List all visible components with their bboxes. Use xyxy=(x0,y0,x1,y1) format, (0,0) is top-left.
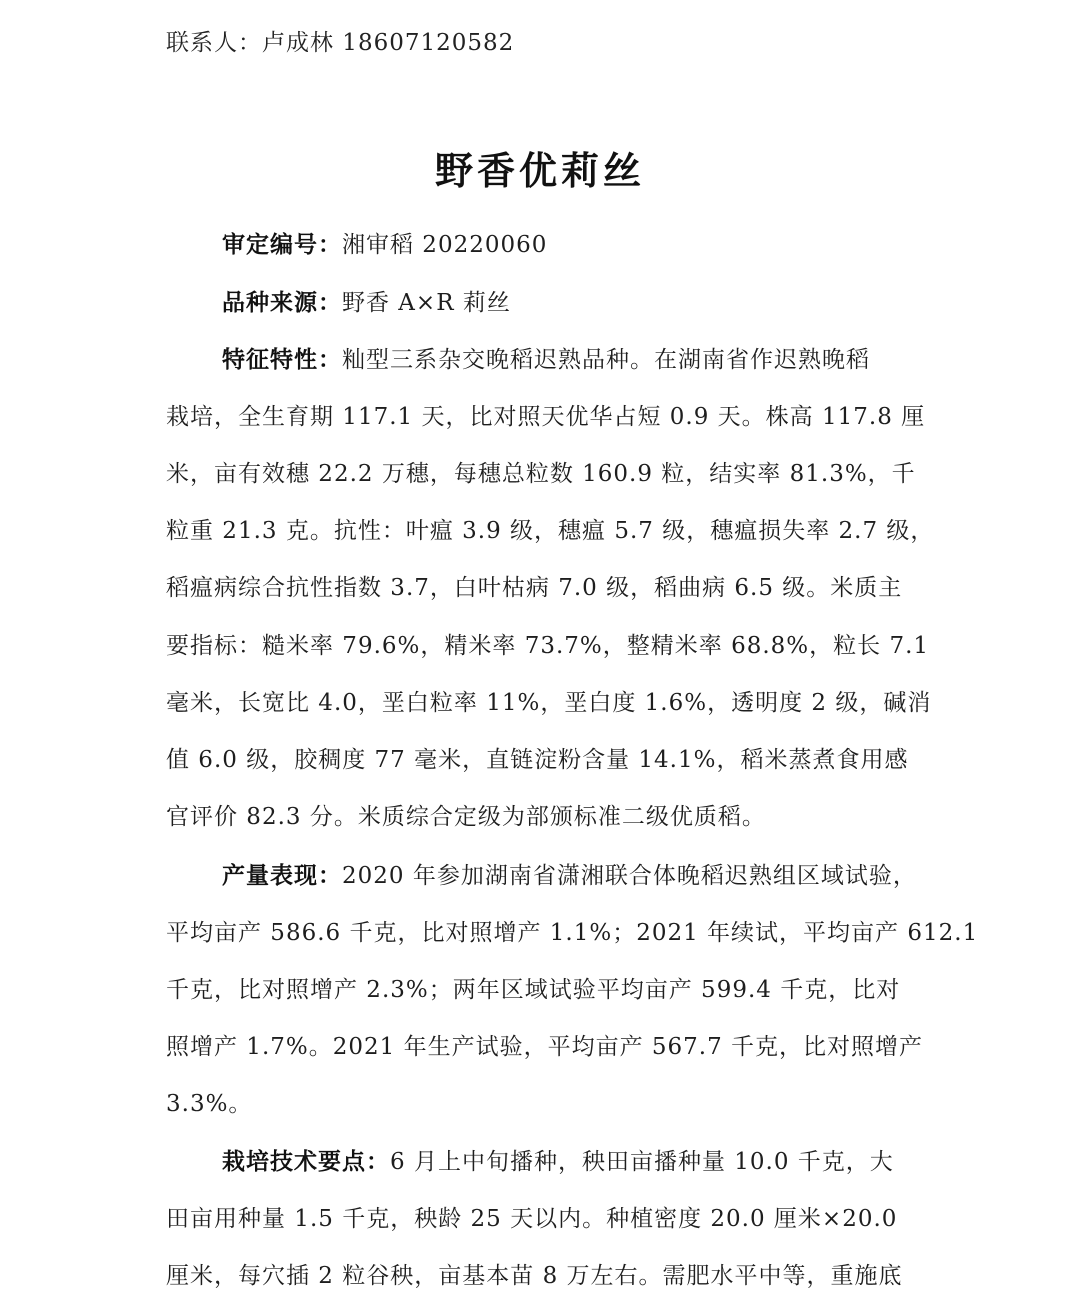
variety-title: 野香优莉丝 xyxy=(434,148,645,193)
source-value: 野香 A×R 莉丝 xyxy=(342,290,511,316)
traits-text: 籼型三系杂交晚稻迟熟品种。在湖南省作迟熟晚稻 xyxy=(342,347,870,373)
source-line xyxy=(222,284,511,317)
traits-line-9: 官评价 82.3 分。米质综合定级为部颁标准二级优质稻。 xyxy=(166,804,766,830)
traits-line-1 xyxy=(222,341,870,374)
yield-line-5: 3.3%。 xyxy=(166,1091,253,1117)
traits-line-6: 要指标：糙米率 79.6%，精米率 73.7%，整精米率 68.8%，粒长 7.1 xyxy=(166,633,930,659)
cultivation-line-3: 厘米，每穴插 2 粒谷秧，亩基本苗 8 万左右。需肥水平中等，重施底 xyxy=(166,1263,903,1289)
traits-label: 特征特性： xyxy=(222,346,342,373)
yield-line-3: 千克，比对照增产 2.3%；两年区域试验平均亩产 599.4 千克，比对 xyxy=(166,977,901,1003)
source-label: 品种来源： xyxy=(222,289,342,316)
cultivation-label: 栽培技术要点： xyxy=(222,1148,390,1175)
yield-line-2: 平均亩产 586.6 千克，比对照增产 1.1%；2021 年续试，平均亩产 612.1 xyxy=(166,920,979,946)
yield-label: 产量表现： xyxy=(222,862,342,889)
approval-line xyxy=(222,226,547,259)
traits-line-3: 米，亩有效穗 22.2 万穗，每穗总粒数 160.9 粒，结实率 81.3%，千 xyxy=(166,461,916,487)
traits-line-8: 值 6.0 级，胶稠度 77 毫米，直链淀粉含量 14.1%，稻米蒸煮食用感 xyxy=(166,747,909,773)
traits-line-7: 毫米，长宽比 4.0，垩白粒率 11%，垩白度 1.6%，透明度 2 级，碱消 xyxy=(166,690,932,716)
traits-line-4: 粒重 21.3 克。抗性：叶瘟 3.9 级，穗瘟 5.7 级，穗瘟损失率 2.7 级， xyxy=(166,518,935,544)
yield-line-1 xyxy=(222,857,917,890)
cultivation-text: 6 月上中旬播种，秧田亩播种量 10.0 千克，大 xyxy=(390,1149,894,1175)
traits-line-2: 栽培，全生育期 117.1 天，比对照天优华占短 0.9 天。株高 117.8 厘 xyxy=(166,404,926,430)
contact-line: 联系人：卢成林 18607120582 xyxy=(166,30,515,56)
approval-value: 湘审稻 20220060 xyxy=(342,232,548,258)
traits-line-5: 稻瘟病综合抗性指数 3.7，白叶枯病 7.0 级，稻曲病 6.5 级。米质主 xyxy=(166,575,903,601)
approval-label: 审定编号： xyxy=(222,231,342,258)
yield-line-4: 照增产 1.7%。2021 年生产试验，平均亩产 567.7 千克，比对照增产 xyxy=(166,1034,924,1060)
cultivation-line-1 xyxy=(222,1143,894,1176)
cultivation-line-2: 田亩用种量 1.5 千克，秧龄 25 天以内。种植密度 20.0 厘米×20.0 xyxy=(166,1206,898,1232)
yield-text: 2020 年参加湖南省潇湘联合体晚稻迟熟组区域试验， xyxy=(342,863,917,889)
